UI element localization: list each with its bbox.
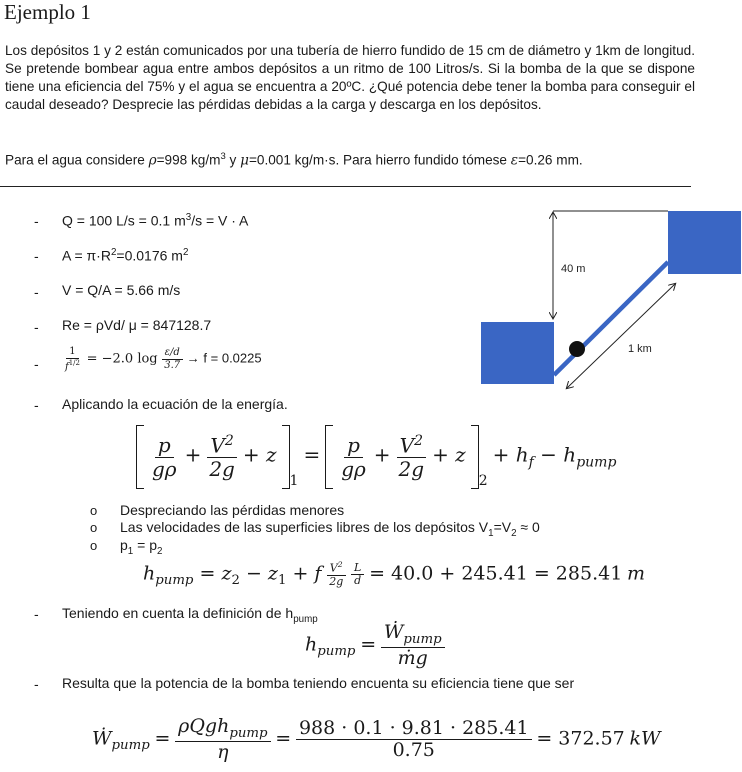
pump-icon: [569, 341, 585, 357]
flow-rate-line: Q = 100 L/s = 0.1 $m^3/s = V \cdot A$: [62, 212, 249, 229]
colebrook-line: $\frac{1}{f^{1/2}}$ = −2.0 log $\frac{\varepsilon/d}{3.7}$ → f = 0.0225: [65, 346, 262, 372]
bullet-dash: -: [34, 213, 39, 229]
reservoir-diagram: [470, 200, 742, 400]
reynolds-line: Re = ρVd/ μ = 847128.7: [62, 317, 212, 333]
bullet-dash: -: [34, 284, 39, 300]
assumption-pressures: $p_1 = p_2$: [120, 537, 163, 557]
bullet-circle: o: [90, 520, 98, 535]
bullet-dash: -: [34, 606, 39, 622]
velocity-line: V = Q/A = 5.66 m/s: [62, 282, 181, 298]
area-line: $A = \pi\cdot R^2=0.0176$ $m^2$: [62, 247, 189, 264]
energy-label: Aplicando la ecuación de la energía.: [62, 396, 288, 412]
pump-head-equation: $h_{pump} = z_2 - z_1 + f$ $\frac{V^2}{2g}$ $\frac{L}{d}$ = 40.0 + 245.41 = 285.41 m: [143, 560, 646, 589]
fluid-properties: Para el agua considere ρ=998 $kg/m^3$ y μ=0.001 kg/m·s. Para hierro fundido tómese ε=0.26 mm.: [5, 151, 583, 169]
bullet-dash: -: [34, 248, 39, 264]
tank-2: [668, 211, 741, 274]
bullet-dash: -: [34, 319, 39, 335]
bullet-circle: o: [90, 503, 98, 518]
length-dimension-arrow: [567, 284, 675, 388]
pump-power-equation: Ẇ$_{pump}$ = $\frac{\rho Qgh_{pump}}{\eta}$ = $\frac{988 \cdot 0.1 \cdot 9.81 \cdot 285.41}{0.75}$ = 372.57 kW: [92, 715, 661, 764]
tank-1: [481, 322, 554, 384]
pump-head-definition: $h_{pump}$ = $\frac{Ẇ_{pump}}{\text{ṁg}}$: [305, 622, 445, 670]
bullet-dash: -: [34, 676, 39, 692]
pipe: [554, 262, 668, 375]
assumption-minor-losses: Despreciando las pérdidas menores: [120, 502, 345, 518]
energy-equation: $\frac{p}{g\rho}$ + $\frac{V^2}{2g}$ + z $_1$ = $\frac{p}{g\rho}$ + $\frac{V^2}{2g}$ + z $_2 + h_f - h_{pump}$: [136, 425, 616, 489]
page-title: Ejemplo 1: [4, 0, 91, 24]
section-divider: [0, 186, 691, 187]
bullet-dash: -: [34, 397, 39, 413]
height-label: 40 m: [561, 263, 586, 275]
bullet-dash: -: [34, 356, 39, 372]
length-label: 1 km: [628, 343, 652, 355]
bullet-circle: o: [90, 538, 98, 553]
definition-label: Teniendo en cuenta la definición de $h_{pump}$: [62, 605, 318, 625]
power-label: Resulta que la potencia de la bomba teniendo encuenta su eficiencia tiene que ser: [62, 675, 575, 691]
problem-statement: Los depósitos 1 y 2 están comunicados por una tubería de hierro fundido de 15 cm de diámetro y 1km de longitud. Se pretende bombear agua entre ambos depósitos a un ritmo de 100 Litros/s. Si la bomba de la que se dispone tiene una eficiencia del 75% y el agua se encuentra a 20ºC. ¿Qué potencia debe tener la bomba para conseguir el caudal deseado? Desprecie las pérdidas debidas a la carga y descarga en los depósitos.: [5, 43, 695, 112]
assumption-velocities: Las velocidades de las superficies libres de los depósitos $V_1=V_2 \approx 0$: [120, 519, 540, 539]
